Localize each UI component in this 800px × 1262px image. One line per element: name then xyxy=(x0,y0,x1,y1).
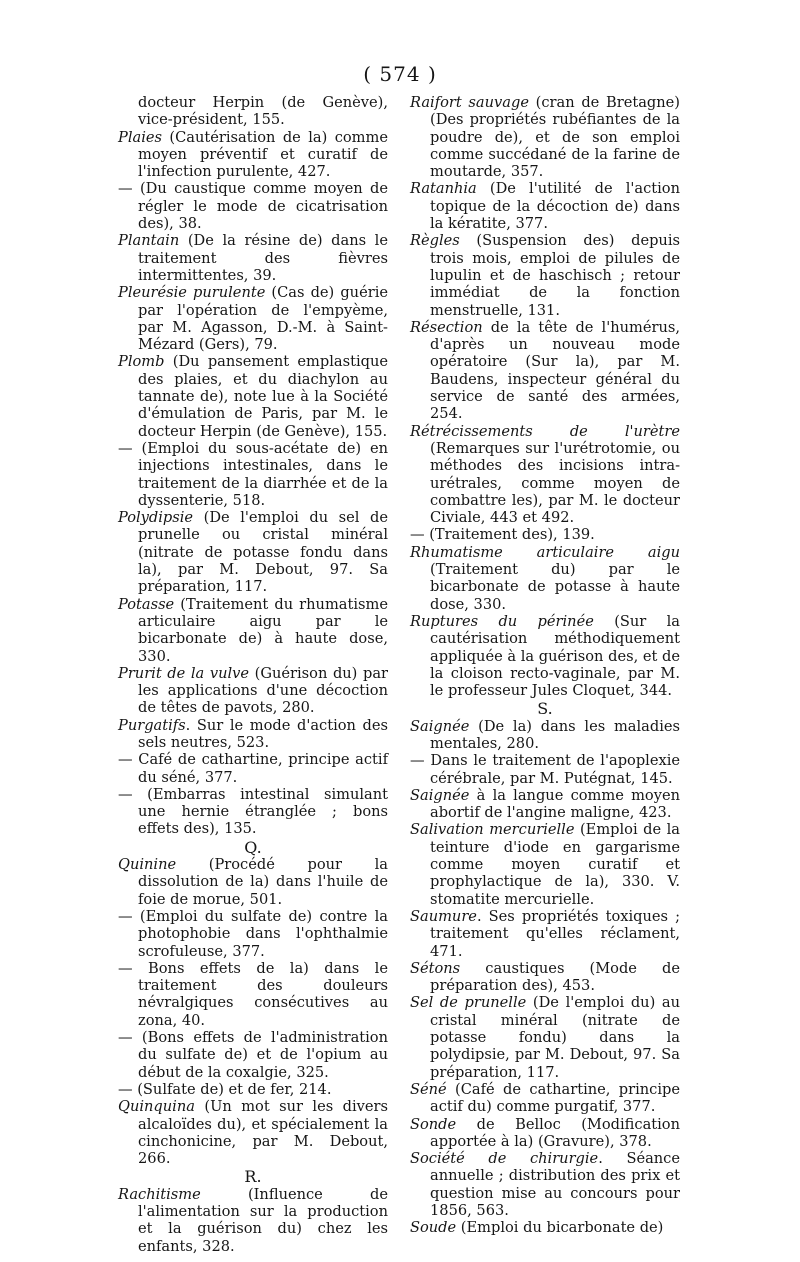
index-entry-heading: Sel de prunelle xyxy=(410,994,527,1012)
index-entry xyxy=(410,718,680,753)
index-entry xyxy=(410,752,680,787)
index-entry-text: (Emploi de la teinture d'iode en gargarisme comme moyen curatif et prophylactique de la), 330. V. stomatite mercurielle. xyxy=(430,821,680,908)
index-entry xyxy=(118,665,388,717)
index-entry-heading: Rhumatisme articulaire aigu xyxy=(410,543,680,561)
index-entry-text: (Traitement du rhumatisme articulaire aigu par le bicarbonate de) à haute dose, 330. xyxy=(138,595,388,665)
index-entry-text: (Suspension des) depuis trois mois, emploi de pilules de lupulin et de haschisch ; retour immédiat de la fonction menstruelle, 131. xyxy=(430,232,680,319)
index-entry-text: (cran de Bretagne) (Des propriétés rubéfiantes de la poudre de), et de son emploi comme succédané de la farine de moutarde, 357. xyxy=(430,94,680,181)
index-entry-heading: Séné xyxy=(410,1080,447,1098)
index-entry-heading: Société de chirurgie xyxy=(410,1150,599,1168)
index-entry xyxy=(410,1219,680,1236)
index-entry-text: (De la) dans les maladies mentales, 280. xyxy=(430,717,680,752)
index-entry-text: (Traitement du) par le bicarbonate de potasse à haute dose, 330. xyxy=(430,561,680,613)
index-entry-text: de Belloc (Modification apportée à la) (Gravure), 378. xyxy=(430,1115,680,1150)
section-letter: S. xyxy=(537,699,553,719)
index-entry xyxy=(410,787,680,822)
index-entry xyxy=(410,544,680,613)
index-entry xyxy=(118,440,388,509)
index-entry xyxy=(410,423,680,527)
index-entry-text: (Du pansement emplastique des plaies, et du diachylon au tannate de), note lue à la Société d'émulation de Paris, par M. le docteur Herpin (de Genève), 155. xyxy=(138,353,388,440)
index-entry xyxy=(410,319,680,423)
index-entry-heading: Ratanhia xyxy=(410,180,477,198)
index-entry-text: (De la résine de) dans le traitement des fièvres intermittentes, 39. xyxy=(138,232,388,284)
index-entry-heading: Potasse xyxy=(118,595,175,613)
index-entry-text: — (Sulfate de) et de fer, 214. xyxy=(118,1080,332,1098)
index-entry-text: (Cautérisation de la) comme moyen préventif et curatif de l'infection purulente, 427. xyxy=(138,128,388,181)
index-entry-text: (Guérison du) par les applications d'une décoction de têtes de pavots, 280. xyxy=(138,664,388,717)
index-entry-heading: Purgatifs xyxy=(118,716,186,734)
index-entry xyxy=(118,717,388,752)
index-entry-heading: Rétrécissements de l'urètre xyxy=(410,422,680,440)
index-entry-heading: Pleurésie purulente xyxy=(118,284,266,302)
index-entry-heading: Sonde xyxy=(410,1115,457,1133)
index-entry xyxy=(118,786,388,838)
index-entry-text: (Emploi du bicarbonate de) xyxy=(456,1219,664,1237)
index-entry-text: . Sur le mode d'action des sels neutres, 523. xyxy=(138,716,388,751)
index-entry-text: (Procédé pour la dissolution de la) dans l'huile de foie de morue, 501. xyxy=(138,856,388,908)
index-entry-text: à la langue comme moyen abortif de l'angine maligne, 423. xyxy=(430,786,680,822)
index-entry-text: caustiques (Mode de préparation des), 453. xyxy=(430,959,680,995)
index-entry xyxy=(410,613,680,699)
index-entry xyxy=(410,1150,680,1219)
index-entry xyxy=(118,1098,388,1167)
index-entry xyxy=(410,94,680,180)
index-entry-text: . Séance annuelle ; distribution des prix et question mise au concours pour 1856, 563. xyxy=(430,1150,680,1219)
index-entry-text: — (Du caustique comme moyen de régler le mode de cicatrisation des), 38. xyxy=(118,180,388,233)
index-entry-heading: Plomb xyxy=(118,353,165,371)
page-number: ( 574 ) xyxy=(363,62,437,86)
index-entry-text: (Un mot sur les divers alcaloïdes du), et spécialement la cinchonicine, par M. Debout, 266. xyxy=(138,1098,388,1168)
index-entry-heading: Polydipsie xyxy=(118,509,194,527)
index-entry xyxy=(118,856,388,908)
index-entry xyxy=(410,232,680,318)
index-entry xyxy=(118,284,388,353)
index-entry xyxy=(410,1081,680,1116)
index-entry-text: — Bons effets de la) dans le traitement des douleurs névralgiques consécutives au zona, 40. xyxy=(118,959,388,1029)
index-entry xyxy=(118,94,388,129)
index-entry-text: — Dans le traitement de l'apoplexie cérébrale, par M. Putégnat, 145. xyxy=(410,752,680,787)
index-entry xyxy=(410,821,680,907)
index-entry xyxy=(410,526,680,543)
index-entry-heading: Ruptures du périnée xyxy=(410,612,594,630)
index-entry-text: (Influence de l'alimentation sur la production et la guérison du) chez les enfants, 328. xyxy=(138,1185,388,1255)
index-entry-heading: Soude xyxy=(410,1219,457,1237)
index-entry xyxy=(118,960,388,1029)
index-entry-heading: Quinquina xyxy=(118,1098,195,1116)
section-letter: Q. xyxy=(244,837,262,857)
index-entry-text: . Ses propriétés toxiques ; traitement qu'elles réclament, 471. xyxy=(430,907,680,960)
index-entry-text: — (Embarras intestinal simulant une hernie étranglée ; bons effets des), 135. xyxy=(118,785,388,838)
index-entry-text: — (Emploi du sous-acétate de) en injections intestinales, dans le traitement de la diarrhée et de la dyssenterie, 518. xyxy=(118,439,388,509)
index-entry-text: — Café de cathartine, principe actif du séné, 377. xyxy=(118,751,388,786)
index-column-right xyxy=(410,94,680,1237)
index-entry-heading: Salivation mercurielle xyxy=(410,821,575,839)
index-entry xyxy=(410,908,680,960)
index-entry-text: (De l'utilité de l'action topique de la décoction de) dans la kératite, 377. xyxy=(430,180,680,233)
index-entry-heading: Quinine xyxy=(118,856,177,874)
index-entry xyxy=(118,1029,388,1081)
index-entry-heading: Résection xyxy=(410,318,483,336)
index-entry xyxy=(118,596,388,665)
index-entry xyxy=(118,129,388,181)
index-entry-text: (Sur la cautérisation méthodiquement appliquée à la guérison des, et de la cloison recto-vaginale, par M. le professeur Jules Cloquet, 344. xyxy=(430,612,680,700)
index-entry-text: (De l'emploi du sel de prunelle ou cristal minéral (nitrate de potasse fondu dans la), par M. Debout, 97. Sa préparation, 117. xyxy=(138,509,388,596)
index-entry-heading: Raifort sauvage xyxy=(410,94,529,111)
index-entry-text: — (Emploi du sulfate de) contre la photophobie dans l'ophthalmie scrofuleuse, 377. xyxy=(118,907,388,960)
index-entry-heading: Sétons xyxy=(410,959,461,977)
index-entry-heading: Plantain xyxy=(118,232,180,250)
index-entry-text: de la tête de l'humérus, d'après un nouveau mode opératoire (Sur la), par M. Baudens, inspecteur général du service de santé des armées, 254. xyxy=(430,318,680,423)
index-entry-heading: Saignée xyxy=(410,786,470,804)
index-entry-text: — (Traitement des), 139. xyxy=(410,526,595,544)
index-entry xyxy=(118,908,388,960)
index-entry xyxy=(410,960,680,995)
index-entry-heading: Plaies xyxy=(118,128,162,146)
index-entry-heading: Rachitisme xyxy=(118,1185,201,1203)
index-entry xyxy=(410,180,680,232)
index-entry xyxy=(118,1081,388,1098)
index-entry-text: (Cas de) guérie par l'opération de l'empyème, par M. Agasson, D.-M. à Saint-Mézard (Gers), 79. xyxy=(138,284,388,354)
index-entry xyxy=(118,353,388,439)
index-entry xyxy=(118,509,388,595)
index-entry xyxy=(410,1116,680,1151)
index-entry xyxy=(118,1186,388,1255)
index-entry-heading: Règles xyxy=(410,232,460,250)
index-entry-text: (Café de cathartine, principe actif du) comme purgatif, 377. xyxy=(430,1080,680,1116)
index-entry-heading: Saumure xyxy=(410,907,477,925)
index-entry-text: — (Bons effets de l'administration du sulfate de) et de l'opium au début de la coxalgie, 325. xyxy=(118,1029,388,1081)
index-entry xyxy=(118,232,388,284)
index-entry-text: (Remarques sur l'urétrotomie, ou méthodes des incisions intra-urétrales, comme moyen de combattre les), par M. le docteur Civiale, 443 et 492. xyxy=(430,439,680,527)
index-entry-text: (De l'emploi du) au cristal minéral (nitrate de potasse fondu) dans la polydipsie, par M. Debout, 97. Sa préparation, 117. xyxy=(430,994,680,1081)
index-entry xyxy=(118,180,388,232)
index-entry-heading: Prurit de la vulve xyxy=(118,664,250,682)
section-letter: R. xyxy=(244,1167,262,1187)
index-column-left xyxy=(118,94,388,1255)
index-entry-heading: Saignée xyxy=(410,717,470,735)
index-entry xyxy=(118,751,388,786)
index-entry-text: docteur Herpin (de Genève), vice-président, 155. xyxy=(138,94,388,129)
index-entry xyxy=(410,994,680,1080)
